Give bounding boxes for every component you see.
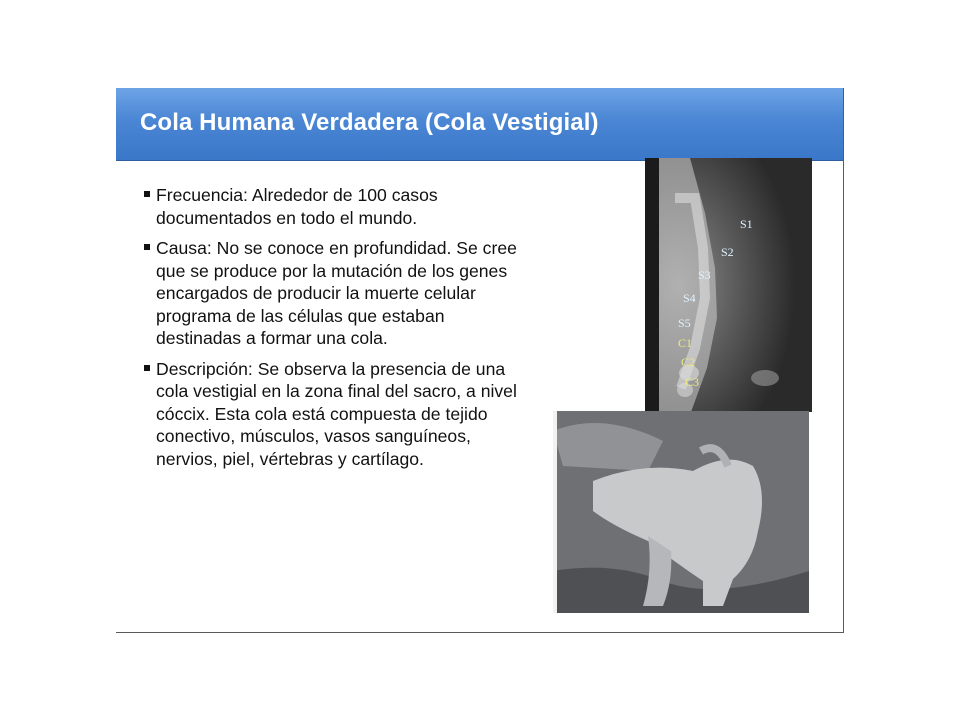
xray-label: C1 <box>678 336 693 350</box>
bullet-list <box>144 184 524 478</box>
slide-title: Cola Humana Verdadera (Cola Vestigial) <box>140 109 599 136</box>
xray-label: S1 <box>740 217 753 231</box>
xray-illustration <box>645 158 812 412</box>
bullet-item-frecuencia <box>144 184 524 229</box>
bullet-item-descripcion <box>144 358 524 471</box>
xray-label: C2 <box>681 355 696 369</box>
xray-label: S4 <box>683 291 696 305</box>
bullet-text: Descripción: Se observa la presencia de una cola vestigial en la zona final del sacro, a nivel cóccix. Esta cola está compuesta de tejido conectivo, músculos, vasos sanguíneos, nervios, piel, vértebras y cartílago. <box>156 358 517 469</box>
xray-label: S2 <box>721 245 734 259</box>
infant-illustration <box>553 411 809 613</box>
bullet-square-icon <box>144 191 150 197</box>
xray-label: S3 <box>698 268 711 282</box>
xray-label: S5 <box>678 316 691 330</box>
xray-image <box>645 158 812 412</box>
bullet-text: Causa: No se conoce en profundidad. Se cree que se produce por la mutación de los genes encargados de producir la muerte celular programa de las células que estaban destinadas a formar una cola. <box>156 238 517 348</box>
bullet-item-causa <box>144 237 524 350</box>
infant-photo <box>553 411 809 613</box>
title-bar <box>116 88 843 161</box>
xray-label: C3 <box>685 375 700 389</box>
bullet-square-icon <box>144 244 150 250</box>
slide <box>116 88 844 633</box>
bullet-square-icon <box>144 365 150 371</box>
bullet-text: Frecuencia: Alrededor de 100 casos documentados en todo el mundo. <box>156 185 438 228</box>
